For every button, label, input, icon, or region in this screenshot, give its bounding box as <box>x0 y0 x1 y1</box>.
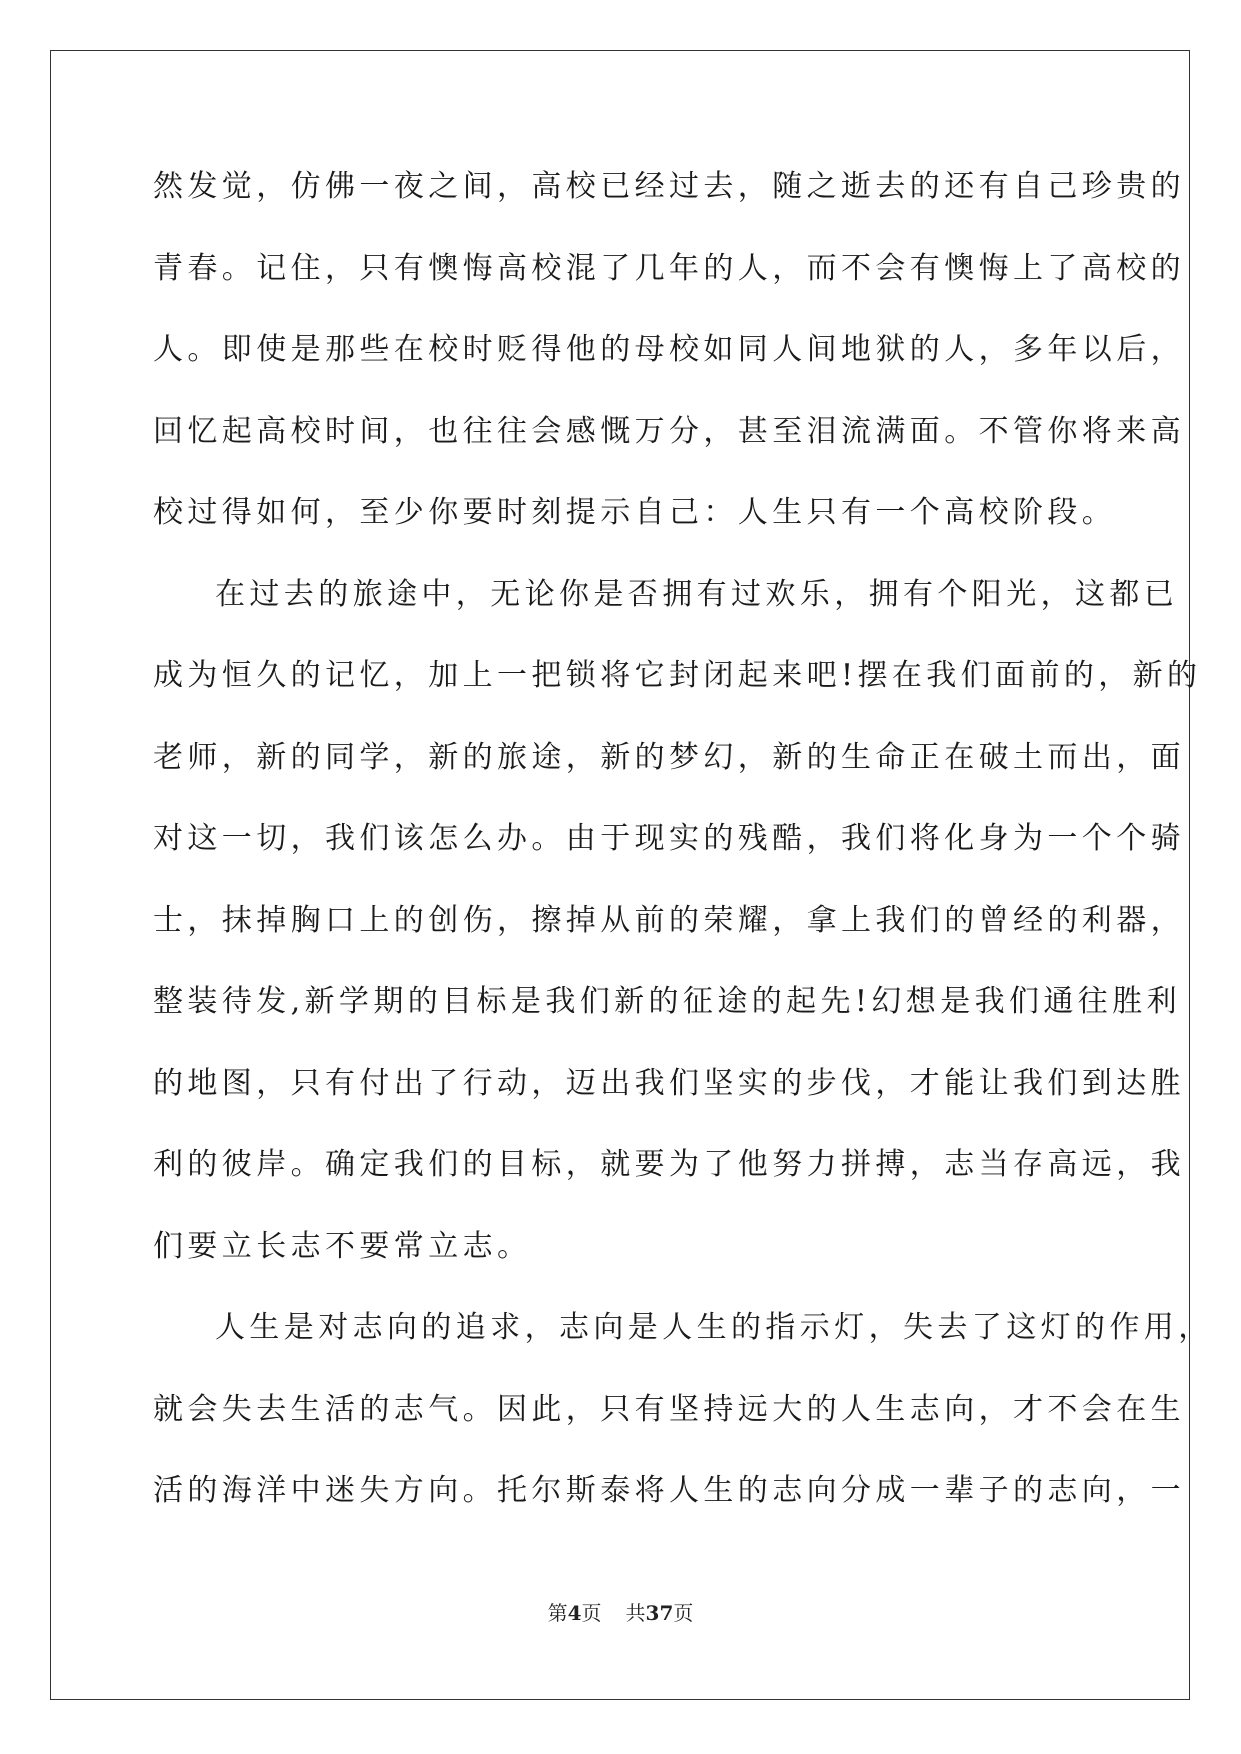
total-pages: 37 <box>645 1601 674 1625</box>
text-line: 们要立长志不要常立志。 <box>153 1228 532 1264</box>
text-line: 校过得如何，至少你要时刻提示自己：人生只有一个高校阶段。 <box>153 495 1117 530</box>
text-line: 就会失去生活的志气。因此，只有坚持远大的人生志向，才不会在生 <box>153 1391 1185 1427</box>
text-line: 然发觉，仿佛一夜之间，高校已经过去，随之逝去的还有自己珍贵的 <box>153 169 1185 204</box>
text-line: 利的彼岸。确定我们的目标，就要为了他努力拼搏，志当存高远，我 <box>153 1147 1185 1182</box>
total-pages-indicator <box>626 1597 694 1626</box>
paragraph-first-line: 在过去的旅途中，无论你是否拥有过欢乐，拥有个阳光，这都已 <box>215 576 1179 612</box>
text-line: 活的海洋中迷失方向。托尔斯泰将人生的志向分成一辈子的志向，一 <box>153 1473 1185 1508</box>
total-suffix: 页 <box>673 1601 694 1625</box>
text-line: 人。即使是那些在校时贬得他的母校如同人间地狱的人，多年以后， <box>153 332 1185 367</box>
text-line: 青春。记住，只有懊悔高校混了几年的人，而不会有懊悔上了高校的 <box>153 250 1185 286</box>
text-line: 士，抹掉胸口上的创伤，擦掉从前的荣耀，拿上我们的曾经的利器， <box>153 902 1185 938</box>
document-body <box>153 162 1213 1548</box>
page-prefix: 第 <box>547 1601 568 1625</box>
page-suffix: 页 <box>581 1601 602 1625</box>
text-line: 回忆起高校时间，也往往会感慨万分，甚至泪流满面。不管你将来高 <box>153 413 1185 449</box>
text-line: 整装待发,新学期的目标是我们新的征途的起先!幻想是我们通往胜利 <box>153 984 1181 1019</box>
page-footer <box>0 1597 1241 1626</box>
page-number: 4 <box>567 1601 582 1625</box>
text-line: 老师，新的同学，新的旅途，新的梦幻，新的生命正在破土而出，面 <box>153 739 1185 775</box>
text-line: 的地图，只有付出了行动，迈出我们坚实的步伐，才能让我们到达胜 <box>153 1065 1185 1101</box>
page-indicator <box>548 1597 602 1626</box>
text-line: 对这一切，我们该怎么办。由于现实的残酷，我们将化身为一个个骑 <box>153 821 1185 856</box>
paragraph-first-line: 人生是对志向的追求，志向是人生的指示灯，失去了这灯的作用， <box>215 1310 1213 1345</box>
total-prefix: 共 <box>625 1601 646 1625</box>
text-line: 成为恒久的记忆，加上一把锁将它封闭起来吧!摆在我们面前的，新的 <box>153 658 1202 693</box>
